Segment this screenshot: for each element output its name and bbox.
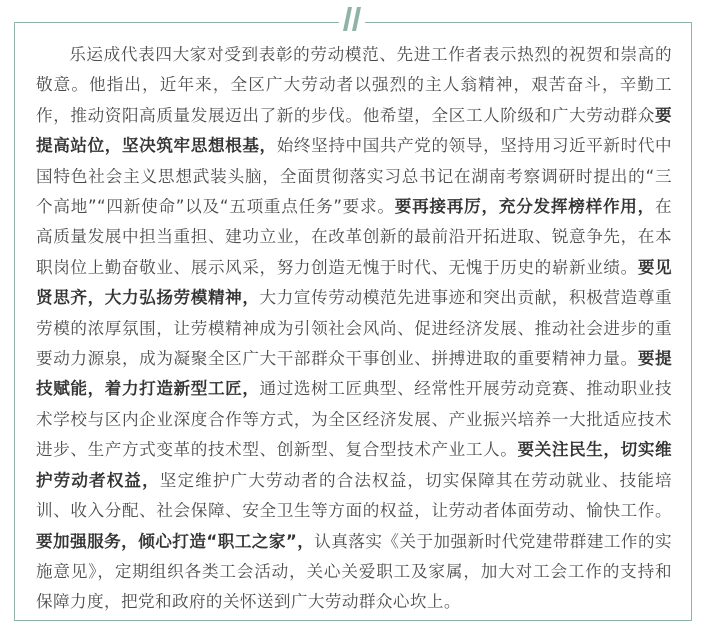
- text-segment: 认真落实《关于加强新时代党建带群建工作的实施意见》，定期组织各类工会活动，关心关爱职工及家属，加大对工会工作的支持和保障力度，把党和政府的关怀送到广大劳动群众心坎上。: [36, 531, 672, 612]
- bold-heading-segment: 要再接再厉，充分发挥榜样作用，: [394, 197, 655, 217]
- text-segment: 坚定维护广大劳动者的合法权益，切实保障其在劳动就业、技能培训、收入分配、社会保障、安全卫生等方面的权益，让劳动者体面劳动、愉快工作。: [36, 470, 672, 521]
- text-segment: 大力宣传劳动模范先进事迹和突出贡献，积极营造尊重劳模的浓厚氛围，让劳模精神成为引领社会风尚、促进经济发展、推动社会进步的重要动力源泉，成为凝聚全区广大干部群众干事创业、拼搏进取的重要精神力量。: [36, 288, 672, 369]
- double-slash-quote-icon: [339, 4, 365, 34]
- text-segment: 乐运成代表四大家对受到表彰的劳动模范、先进工作者表示热烈的祝贺和崇高的敬意。他指出，近年来，全区广大劳动者以强烈的主人翁精神，艰苦奋斗，辛勤工作，推动资阳高质量发展迈出了新的步伐。他希望，全区工人阶级和广大劳动群众: [36, 45, 672, 125]
- bold-heading-segment: 要见贤思齐，大力弘扬劳模精神，: [36, 257, 673, 308]
- text-segment: 通过选树工匠典型、经常性开展劳动竞赛、推动职业技术学校与区内企业深度合作等方式，为全区经济发展、产业振兴培养一大批适应技术进步、生产方式变革的技术型、创新型、复合型技术产业工人。: [36, 379, 672, 460]
- bold-heading-segment: 要关注民生，切实维护劳动者权益，: [36, 440, 673, 490]
- bold-heading-segment: 要提技赋能，着力打造新型工匠，: [36, 349, 673, 399]
- bold-heading-segment: 要加强服务，倾心打造“职工之家”，: [36, 531, 315, 551]
- text-segment: 在高质量发展中担当重担、建功立业，在改革创新的最前沿开拓进取、锐意争先，在本职岗位上勤奋敬业、展示风采，努力创造无愧于时代、无愧于历史的崭新业绩。: [36, 197, 672, 277]
- text-segment: 始终坚持中国共产党的领导，坚持用习近平新时代中国特色社会主义思想武装头脑，全面贯彻落实习总书记在湖南考察调研时提出的“三个高地”“四新使命”以及“五项重点任务”要求。: [36, 136, 673, 217]
- article-paragraph: [36, 40, 672, 618]
- bold-heading-segment: 要提高站位，坚决筑牢思想根基，: [36, 105, 672, 156]
